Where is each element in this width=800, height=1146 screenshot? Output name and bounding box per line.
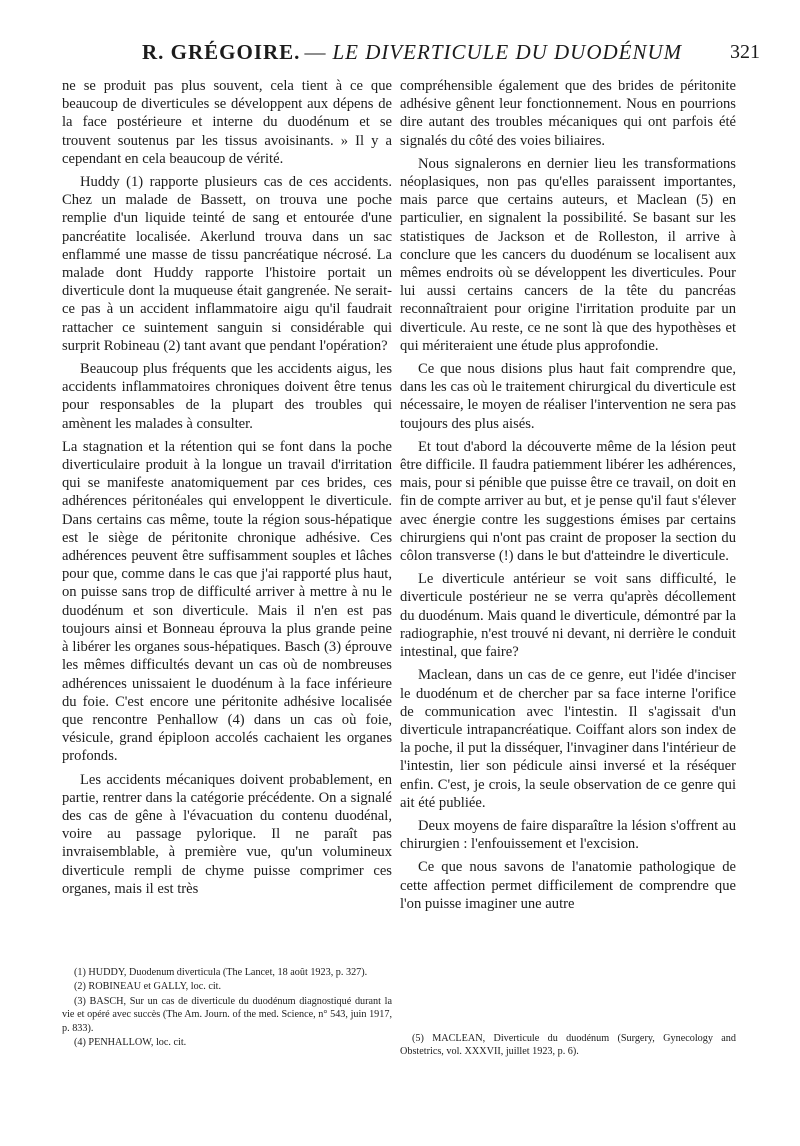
paragraph: Huddy (1) rapporte plusieurs cas de ces accidents. Chez un malade de Bassett, on trouva une poche remplie d'un liquide teinté de sang et entourée d'une pancréatite localisée. Akerlund trouva dans un sac enflammé une masse de tissu pancréatique nécrosé. La malade dont Huddy rapporte l'histoire portait un diverticule dont la muqueuse était gangrenée. Ne serait-ce pas à un accident inflammatoire aigu qu'il faudrait rattacher ce suintement sanguin si considérable qui surprit Robineau (2) tant avant que pendant l'opération? xyxy=(62,174,392,354)
paragraph: Deux moyens de faire disparaître la lésion s'offrent au chirurgien : l'enfouissement et l'excision. xyxy=(400,817,736,853)
paragraph: Les accidents mécaniques doivent probablement, en partie, rentrer dans la catégorie précédente. On a signalé des cas de gêne à l'évacuation du contenu duodénal, voire au passage pylorique. Il ne paraît pas invraisemblable, à première vue, qu'un volumineux diverticule rempli de chyme puisse comprimer ces organes, mais il est très xyxy=(62,771,392,897)
paragraph: Ce que nous disions plus haut fait comprendre que, dans les cas où le traitement chirurgical du diverticule est nécessaire, le moyen de réaliser l'intervention ne sera pas toujours des plus aisés. xyxy=(400,361,736,432)
header-separator: — xyxy=(304,40,327,64)
footnotes-left xyxy=(62,966,392,1050)
footnote: (5) MACLEAN, Diverticule du duodénum (Surgery, Gynecology and Obstetrics, vol. XXXVII, juillet 1923, p. 6). xyxy=(400,1033,736,1058)
running-header xyxy=(62,40,760,68)
footnotes-right xyxy=(400,1032,736,1060)
paragraph: Maclean, dans un cas de ce genre, eut l'idée d'inciser le duodénum et de chercher par sa face interne l'orifice de communication avec l'intestin. Il s'agissait d'un diverticule intrapancréatique. Coiffant alors son index de la poche, il put la disséquer, l'invaginer dans l'intérieur de l'intestin, lier son pédicule ainsi inversé et la réséquer enfin. C'est, je crois, la seule observation de ce genre qui ait été publiée. xyxy=(400,667,736,811)
left-column xyxy=(62,77,392,903)
paragraph: Nous signalerons en dernier lieu les transformations néoplasiques, non pas qu'elles paraissent importantes, mais parce que certains auteurs, et Maclean (5) en particulier, en signalent la possibilité. Se basant sur les statistiques de Jackson et de Rolleston, il arrive à conclure que les cancers du duodénum se localisent aux mêmes endroits où se développent les diverticules. Pour lui aussi certains cancers de la tête du pancréas reconnaîtraient pour origine l'irritation produite par un diverticule. Au reste, ce ne sont là que des hypothèses et qui mériteraient une étude plus approfondie. xyxy=(400,155,736,354)
footnote: (4) PENHALLOW, loc. cit. xyxy=(74,1037,187,1049)
paragraph: ne se produit pas plus souvent, cela tient à ce que beaucoup de diverticules se développent aux dépens de la face postérieure et interne du duodénum et se trouvent soutenus par les tissus avoisinants. » Il y a cependant en cela beaucoup de vérité. xyxy=(62,78,392,167)
paragraph: Ce que nous savons de l'anatomie pathologique de cette affection permet difficilement de comprendre que l'on puisse imaginer une autre xyxy=(400,859,736,912)
page-number: 321 xyxy=(730,41,760,63)
header-title: LE DIVERTICULE DU DUODÉNUM xyxy=(332,40,683,64)
footnote: (3) BASCH, Sur un cas de diverticule du duodénum diagnostiqué durant la vie et opéré avec succès (The Am. Journ. of the med. Science, n° 543, juin 1917, p. 833). xyxy=(62,995,392,1034)
running-head xyxy=(142,40,682,65)
right-column xyxy=(400,77,736,918)
paragraph: compréhensible également que des brides de péritonite adhésive gênent leur fonctionnement. Nous en pourrions dire autant des troubles mécaniques qui ont parfois été signalés du côté des voies biliaires. xyxy=(400,78,736,149)
footnote: (1) HUDDY, Duodenum diverticula (The Lancet, 18 août 1923, p. 327). xyxy=(74,967,368,978)
paragraph: Beaucoup plus fréquents que les accidents aigus, les accidents inflammatoires chroniques doivent être tenus pour responsables de la plupart des troubles qui amènent les malades à consulter. xyxy=(62,361,392,432)
paragraph: Le diverticule antérieur se voit sans difficulté, le diverticule postérieur ne se verra qu'après décollement du duodénum. Mais quand le diverticule, démontré par la radiographie, n'est trouvé ni devant, ni derrière le conduit intestinal, que faire? xyxy=(400,571,736,661)
header-author: R. GRÉGOIRE. xyxy=(142,40,301,64)
paragraph: Et tout d'abord la découverte même de la lésion peut être difficile. Il faudra patiemment libérer les adhérences, mais, pour si pénible que puisse être ce travail, on doit en fin de compte arriver au but, et je pense qu'il faut s'élever avec énergie contre les suggestions émises par certains chirurgiens qui n'ont pas craint de proposer la section du côlon transverse (!) dans le but d'atteindre le diverticule. xyxy=(400,438,736,565)
footnote: (2) ROBINEAU et GALLY, loc. cit. xyxy=(74,981,222,993)
paragraph: La stagnation et la rétention qui se font dans la poche diverticulaire produit à la longue un travail d'irritation qui se manifeste anatomiquement par ces brides, ces adhérences péritonéales qui enveloppent le diverticule. Dans certains cas même, toute la région sous-hépatique est le siège de péritonite chronique adhésive. Ces adhérences peuvent être suffisamment souples et lâches pour que, comme dans le cas que j'ai rapporté plus haut, on puisse sans trop de difficulté arriver à mettre à nu le duodénum et son diverticule. Mais il n'en est pas toujours ainsi et Bonneau éprouva la plus grande peine à libérer les organes sous-hépatiques. Basch (3) éprouve les mêmes difficultés devant un cas où de nombreuses adhérences unissaient le duodénum à la face inférieure du foie. C'est encore une péritonite adhésive localisée que rencontre Penhallow (4) dans un cas où foie, vésicule, grand épiploon accolés cachaient les organes profonds. xyxy=(62,438,392,765)
